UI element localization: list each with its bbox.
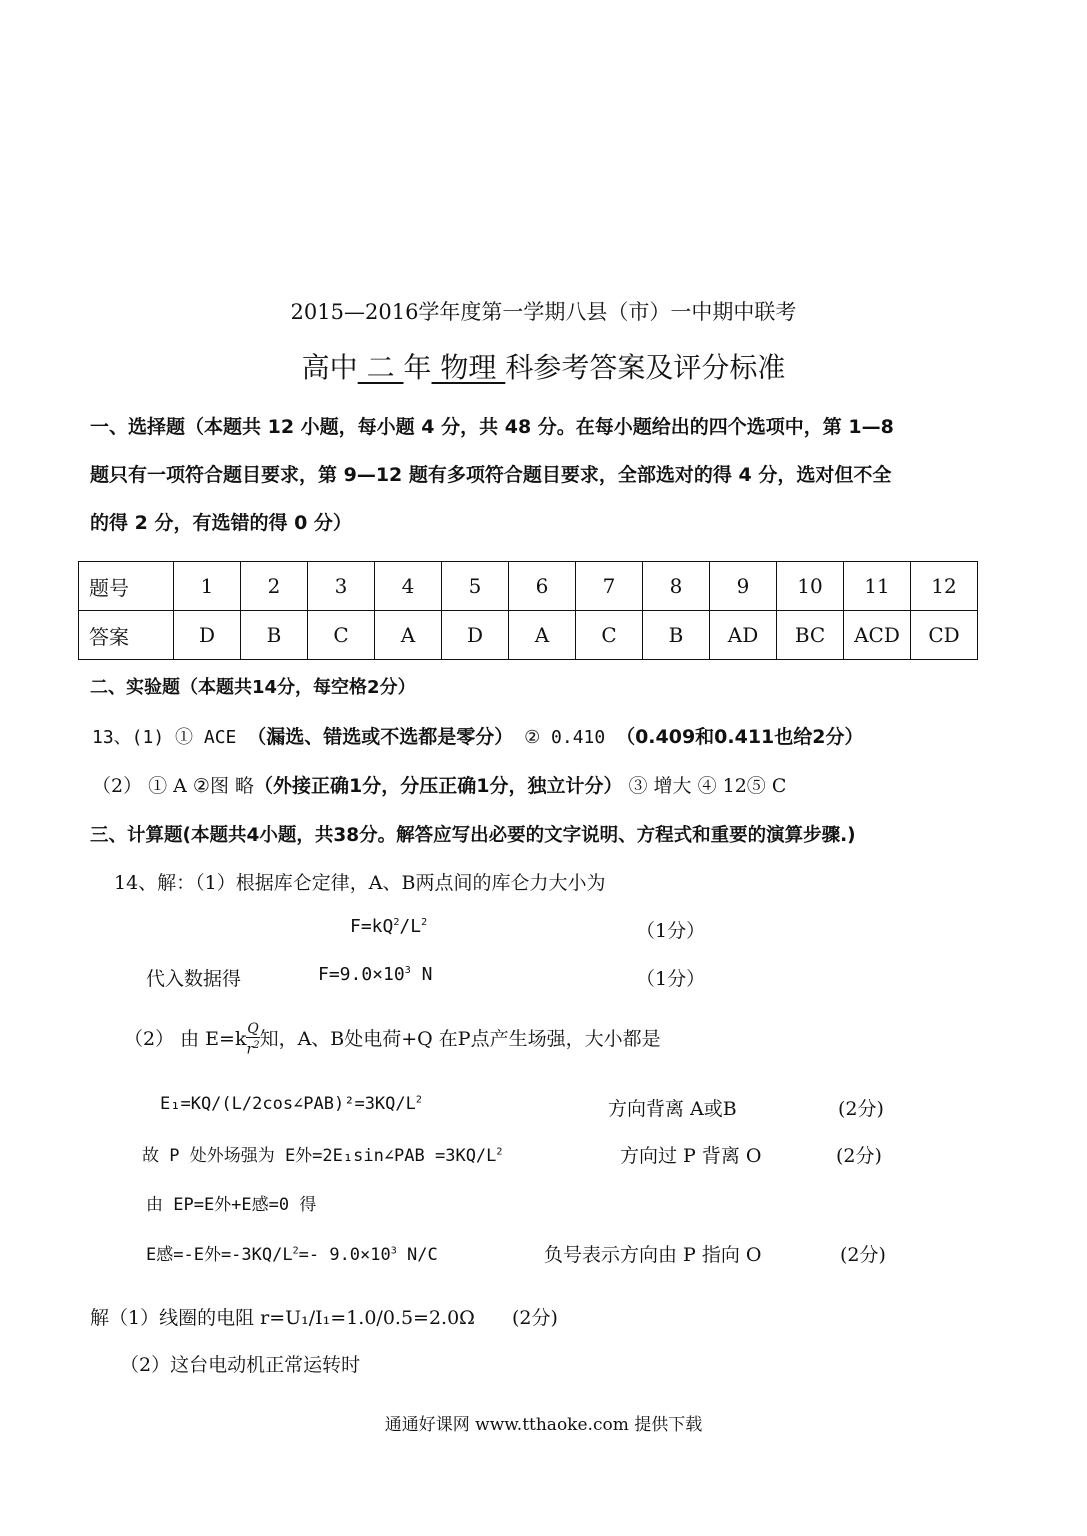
table-row-numbers bbox=[79, 562, 978, 611]
q13-note2: （0.409和0.411也给2分） bbox=[616, 726, 864, 748]
cell-answer: B bbox=[241, 611, 308, 660]
q14-eg bbox=[146, 1240, 438, 1265]
q14-e1-score: (2分) bbox=[838, 1098, 884, 1120]
eq2-sup: 3 bbox=[404, 965, 411, 976]
cell-number: 11 bbox=[844, 562, 911, 611]
answer-table bbox=[78, 561, 978, 660]
q14-eq2-score: （1分） bbox=[636, 968, 706, 990]
q14-part2 bbox=[124, 1022, 661, 1058]
row-label-answer: 答案 bbox=[79, 611, 174, 660]
document-title bbox=[0, 346, 1087, 386]
section2-heading: 二、实验题（本题共14分，每空格2分） bbox=[90, 677, 416, 698]
cell-answer: AD bbox=[710, 611, 777, 660]
q14-e1 bbox=[160, 1094, 422, 1114]
row-label-number: 题号 bbox=[79, 562, 174, 611]
q13-part2: ② 0.410 bbox=[513, 727, 617, 748]
frac-den-sup: 2 bbox=[253, 1040, 260, 1051]
q14-ew-score: (2分) bbox=[836, 1145, 882, 1167]
cell-answer: C bbox=[308, 611, 375, 660]
e1-sup: 2 bbox=[415, 1094, 422, 1106]
cell-number: 7 bbox=[576, 562, 643, 611]
cell-number: 9 bbox=[710, 562, 777, 611]
q13-line1 bbox=[92, 722, 864, 749]
title-prefix: 高中 bbox=[301, 351, 358, 384]
cell-number: 2 bbox=[241, 562, 308, 611]
q15-line2: （2）这台电动机正常运转时 bbox=[120, 1354, 361, 1376]
cell-answer: A bbox=[509, 611, 576, 660]
section1-line3: 的得 2 分，有选错的得 0 分） bbox=[90, 512, 352, 534]
q14-e1-dir: 方向背离 A或B bbox=[608, 1098, 737, 1120]
cell-answer: C bbox=[576, 611, 643, 660]
part2-suffix: 知，A、B处电荷+Q 在P点产生场强，大小都是 bbox=[259, 1027, 661, 1050]
q14-intro: 14、解：（1）根据库仑定律，A、B两点间的库仑力大小为 bbox=[114, 872, 606, 894]
q14-ew bbox=[142, 1141, 502, 1166]
cell-number: 4 bbox=[375, 562, 442, 611]
fraction bbox=[246, 1022, 259, 1058]
eq2-unit: N bbox=[410, 964, 433, 985]
eg-text: E感=-E外=-3KQ/L bbox=[146, 1245, 293, 1265]
cell-answer: A bbox=[375, 611, 442, 660]
eq1-right: /L bbox=[399, 916, 422, 937]
q15-score: (2分) bbox=[512, 1307, 558, 1329]
eq1-left: F=kQ bbox=[350, 916, 394, 937]
eq1-sup: 2 bbox=[393, 917, 400, 928]
frac-numerator: Q bbox=[247, 1021, 259, 1037]
q14-eq2 bbox=[318, 964, 432, 985]
q13-sub2-a: （2） ① A ②图 略 bbox=[92, 775, 255, 797]
ew-sup: 2 bbox=[496, 1146, 503, 1158]
q14-eq2-label: 代入数据得 bbox=[146, 968, 242, 990]
q14-eg-dir: 负号表示方向由 P 指向 O bbox=[544, 1244, 762, 1266]
cell-number: 10 bbox=[777, 562, 844, 611]
e1-text: E₁=KQ/(L/2cos∠PAB)²=3KQ/L bbox=[160, 1094, 416, 1114]
cell-answer: D bbox=[174, 611, 241, 660]
cell-answer: ACD bbox=[844, 611, 911, 660]
q15-line1: 解（1）线圈的电阻 r=U₁/I₁=1.0/0.5=2.0Ω bbox=[90, 1307, 475, 1329]
q13-sub2-c: ③ 增大 ④ 12⑤ C bbox=[622, 775, 787, 797]
part2-prefix: （2） 由 E=k bbox=[124, 1027, 247, 1050]
q14-ep: 由 EP=E外+E感=0 得 bbox=[146, 1195, 317, 1215]
q13-part1: 13、(1) ① ACE bbox=[92, 727, 248, 748]
q13-line2 bbox=[92, 771, 786, 798]
q14-ew-dir: 方向过 P 背离 O bbox=[620, 1145, 762, 1167]
cell-number: 6 bbox=[509, 562, 576, 611]
title-suffix: 科参考答案及评分标准 bbox=[505, 351, 786, 384]
cell-answer: D bbox=[442, 611, 509, 660]
cell-answer: BC bbox=[777, 611, 844, 660]
exam-title: 2015—2016学年度第一学期八县（市）一中期中联考 bbox=[290, 300, 797, 324]
section3-heading: 三、计算题(本题共4小题，共38分。解答应写出必要的文字说明、方程式和重要的演算步骤.) bbox=[90, 825, 856, 846]
q13-note1: （漏选、错选或不选都是零分） bbox=[247, 726, 514, 748]
cell-number: 5 bbox=[442, 562, 509, 611]
cell-number: 1 bbox=[174, 562, 241, 611]
eq1-sup2: 2 bbox=[421, 917, 428, 928]
section1-line1: 一、选择题（本题共 12 小题，每小题 4 分，共 48 分。在每小题给出的四个选项中，第 1—8 bbox=[90, 416, 894, 438]
ew-text: 故 P 处外场强为 E外=2E₁sin∠PAB =3KQ/L bbox=[142, 1146, 497, 1166]
table-row-answers bbox=[79, 611, 978, 660]
cell-number: 8 bbox=[643, 562, 710, 611]
eg-text2: =- 9.0×10 bbox=[298, 1245, 391, 1265]
eq2-text: F=9.0×10 bbox=[318, 964, 405, 985]
eg-sup2: 3 bbox=[390, 1245, 397, 1257]
frac-denominator: r bbox=[246, 1041, 254, 1058]
q13-sub2-note: （外接正确1分，分压正确1分，独立计分） bbox=[254, 775, 623, 797]
subject-field: 物理 bbox=[431, 351, 506, 384]
cell-answer: CD bbox=[911, 611, 978, 660]
eg-unit: N/C bbox=[396, 1245, 438, 1265]
section1-line2: 题只有一项符合题目要求，第 9—12 题有多项符合题目要求，全部选对的得 4 分，选对但不全 bbox=[90, 464, 892, 486]
cell-answer: B bbox=[643, 611, 710, 660]
cell-number: 3 bbox=[308, 562, 375, 611]
year-word: 年 bbox=[403, 351, 432, 384]
q14-eq1-score: （1分） bbox=[636, 920, 706, 942]
eg-sup: 2 bbox=[292, 1245, 299, 1257]
q14-eg-score: (2分) bbox=[840, 1244, 886, 1266]
cell-number: 12 bbox=[911, 562, 978, 611]
q14-eq1 bbox=[350, 916, 427, 937]
grade-field: 二 bbox=[357, 351, 404, 384]
footer-watermark: 通通好课网 www.tthaoke.com 提供下载 bbox=[384, 1415, 703, 1435]
